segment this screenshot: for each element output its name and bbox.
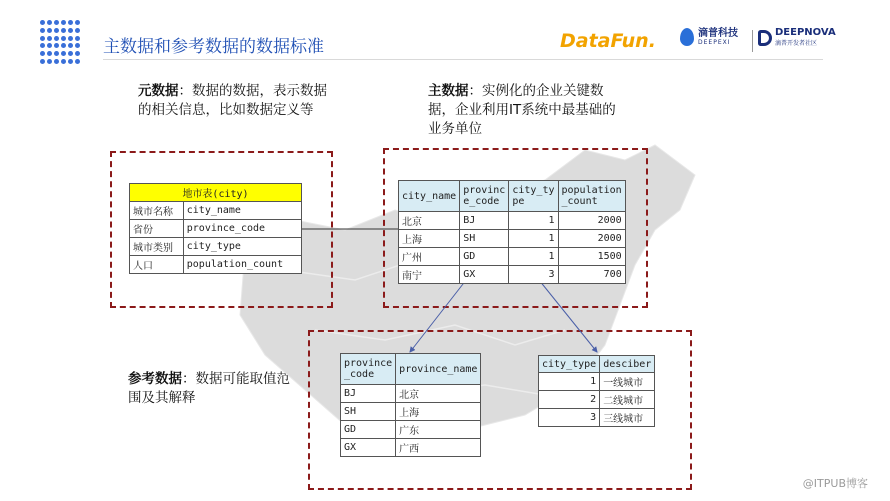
cell-description: 三线城市 (600, 409, 655, 427)
cell-population: 700 (558, 266, 625, 284)
cell-province-code: SH (460, 230, 509, 248)
cell-city-name: 北京 (399, 212, 460, 230)
cell-description: 一线城市 (600, 373, 655, 391)
table-row (399, 248, 626, 266)
metadata-table-title: 地市表(city) (130, 184, 302, 202)
column-header: city_ty pe (509, 181, 558, 212)
table-header-row (539, 356, 655, 373)
table-row (130, 202, 302, 220)
page-title: 主数据和参考数据的数据标准 (103, 37, 324, 57)
table-row (130, 220, 302, 238)
cell-city-name: 广州 (399, 248, 460, 266)
table-row (539, 391, 655, 409)
cell-province-name: 北京 (396, 385, 481, 403)
field-name: province_code (183, 220, 301, 238)
cell-province-name: 广东 (396, 421, 481, 439)
table-header-row (399, 181, 626, 212)
table-row (341, 385, 481, 403)
column-header: city_name (399, 181, 460, 212)
table-row (399, 212, 626, 230)
province-arrow (410, 275, 470, 352)
cell-city-type: 1 (509, 230, 558, 248)
datafun-logo-text: DataFun. (560, 30, 656, 52)
cell-description: 二线城市 (600, 391, 655, 409)
field-label: 省份 (130, 220, 184, 238)
cell-city-name: 上海 (399, 230, 460, 248)
table-row (130, 238, 302, 256)
citytype-table (538, 355, 655, 427)
field-name: population_count (183, 256, 301, 274)
metadata-text: ：数据的数据，表示数据的相关信息，比如数据定义等 (138, 83, 327, 118)
field-label: 城市类别 (130, 238, 184, 256)
referencedata-term: 参考数据 (128, 371, 182, 387)
masterdata-text: ：实例化的企业关键数据，企业利用IT系统中最基础的业务单位 (428, 83, 616, 137)
deepnova-sub: 滴普开发者社区 (775, 40, 818, 47)
citytype-arrow (535, 275, 597, 352)
cell-province-code: GX (341, 439, 396, 457)
cell-province-code: GX (460, 266, 509, 284)
deepexi-sub: DEEPEXI (698, 38, 731, 46)
masterdata-term: 主数据 (428, 83, 469, 99)
table-row (341, 403, 481, 421)
cell-province-code: GD (460, 248, 509, 266)
table-row (539, 409, 655, 427)
cell-city-type: 1 (509, 212, 558, 230)
cell-province-code: BJ (460, 212, 509, 230)
field-name: city_name (183, 202, 301, 220)
table-row (341, 421, 481, 439)
deepnova-name: DEEPNOVA (775, 27, 836, 38)
cell-city-type: 1 (539, 373, 600, 391)
cell-province-name: 广西 (396, 439, 481, 457)
province-table (340, 353, 481, 457)
table-row (130, 256, 302, 274)
cell-city-name: 南宁 (399, 266, 460, 284)
cell-province-name: 上海 (396, 403, 481, 421)
table-header-row (341, 354, 481, 385)
metadata-term: 元数据 (138, 83, 179, 99)
cell-province-code: GD (341, 421, 396, 439)
cell-province-code: SH (341, 403, 396, 421)
table-row (399, 230, 626, 248)
cell-population: 2000 (558, 212, 625, 230)
watermark: @ITPUB博客 (802, 477, 868, 490)
table-row (341, 439, 481, 457)
cell-city-type: 3 (539, 409, 600, 427)
field-name: city_type (183, 238, 301, 256)
cell-city-type: 1 (509, 248, 558, 266)
column-header: population _count (558, 181, 625, 212)
column-header: desciber (600, 356, 655, 373)
cell-city-type: 2 (539, 391, 600, 409)
column-header: city_type (539, 356, 600, 373)
cell-population: 2000 (558, 230, 625, 248)
column-header: province_name (396, 354, 481, 385)
field-label: 城市名称 (130, 202, 184, 220)
column-header: province _code (341, 354, 396, 385)
table-row (399, 266, 626, 284)
cell-city-type: 3 (509, 266, 558, 284)
deepexi-name: 滴普科技 (698, 27, 738, 39)
field-label: 人口 (130, 256, 184, 274)
column-header: provinc e_code (460, 181, 509, 212)
masterdata-table (398, 180, 626, 284)
cell-population: 1500 (558, 248, 625, 266)
cell-province-code: BJ (341, 385, 396, 403)
referencedata-text: ：数据可能取值范围及其解释 (128, 371, 290, 406)
metadata-table (129, 183, 302, 274)
table-row (539, 373, 655, 391)
